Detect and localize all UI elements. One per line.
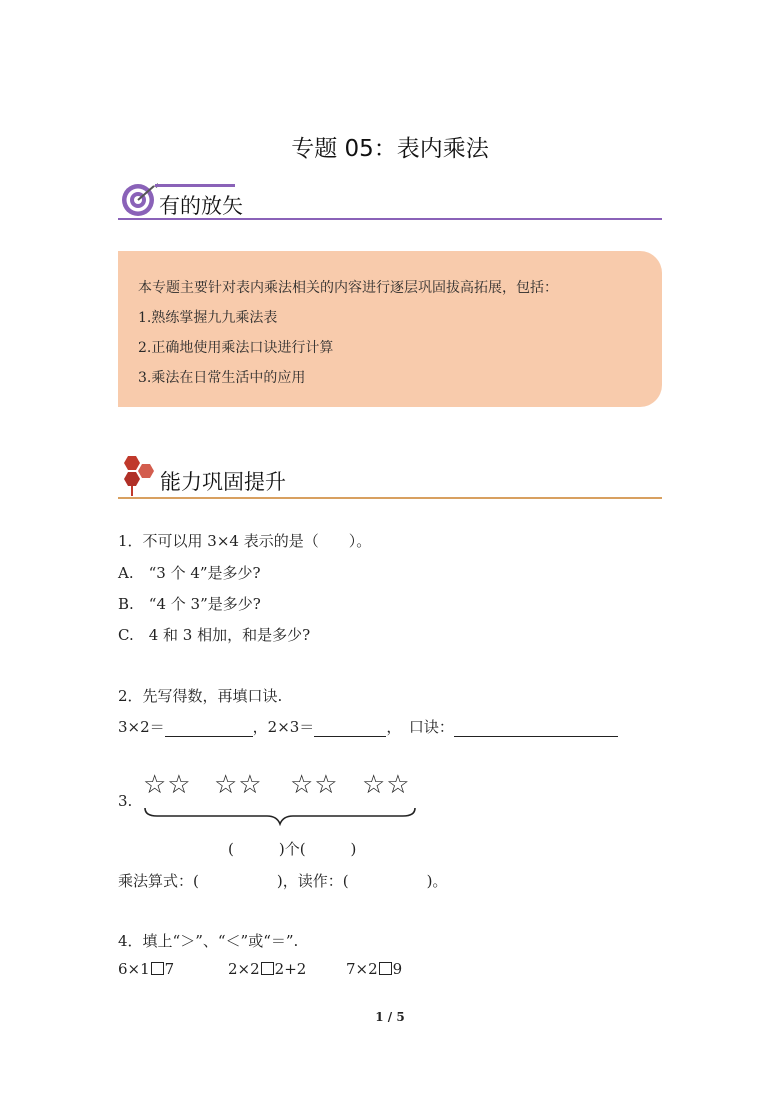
- section-divider-2: [118, 497, 662, 499]
- question-2-fill-row: [118, 716, 618, 737]
- q2-blank-3[interactable]: [454, 718, 618, 737]
- summary-box: [118, 251, 662, 407]
- q2-part-b: ，2×3＝: [252, 718, 315, 736]
- question-1-option-b: B. “4 个 3”是多少?: [118, 595, 261, 613]
- question-1-stem: 1．不可以用 3×4 表示的是（ ）。: [118, 532, 372, 550]
- star-group-4: ☆☆: [362, 770, 411, 800]
- q3-end: )。: [426, 872, 448, 890]
- star-group-1: ☆☆: [143, 770, 192, 800]
- summary-item-1: 1.熟练掌握九九乘法表: [138, 310, 278, 326]
- question-2-stem: 2．先写得数，再填口诀.: [118, 687, 283, 705]
- question-3-formula-row: [118, 870, 447, 891]
- question-1-option-c: C. 4 和 3 相加，和是多少?: [118, 626, 311, 644]
- question-4-stem: 4．填上“＞”、“＜”或“＝”.: [118, 932, 299, 950]
- summary-item-3: 3.乘法在日常生活中的应用: [138, 370, 306, 386]
- summary-item-2: 2.正确地使用乘法口诀进行计算: [138, 340, 334, 356]
- q4-item-3-left: 7×2: [346, 960, 378, 978]
- q4-item-1-right: 7: [164, 960, 175, 978]
- summary-intro: 本专题主要针对表内乘法相关的内容进行逐层巩固拔高拓展，包括：: [138, 280, 558, 296]
- question-1-option-a: A. “3 个 4”是多少?: [118, 564, 261, 582]
- page-number: 1 / 5: [375, 1010, 405, 1024]
- hexagon-icon: [118, 452, 162, 496]
- question-3-groups: ( )个( ): [228, 840, 357, 858]
- q4-item-3: [346, 960, 402, 978]
- q4-item-2-right: 2+2: [274, 960, 307, 978]
- brace-icon: [143, 806, 417, 826]
- formula-label: 乘法算式：(: [118, 872, 199, 890]
- section-title-1: 有的放矢: [159, 194, 243, 218]
- q2-blank-2[interactable]: [314, 718, 386, 737]
- q2-part-c: ， 口诀：: [386, 718, 454, 736]
- header-stripe-top: [155, 184, 235, 187]
- section-title-2: 能力巩固提升: [160, 470, 286, 494]
- star-group-3: ☆☆: [290, 770, 339, 800]
- q2-blank-1[interactable]: [165, 718, 253, 737]
- q4-item-2: [228, 960, 306, 978]
- q4-item-1: [118, 960, 174, 978]
- q4-item-2-box[interactable]: [261, 962, 274, 975]
- section-divider-1: [118, 218, 662, 220]
- question-3-number: 3.: [118, 792, 133, 810]
- read-label: )，读作：(: [276, 872, 349, 890]
- q4-item-1-left: 6×1: [118, 960, 150, 978]
- target-icon: [120, 180, 160, 220]
- q4-item-2-left: 2×2: [228, 960, 260, 978]
- q4-item-3-right: 9: [392, 960, 403, 978]
- q4-item-3-box[interactable]: [379, 962, 392, 975]
- star-group-2: ☆☆: [214, 770, 263, 800]
- q2-part-a: 3×2＝: [118, 718, 165, 736]
- page-title: 专题 05：表内乘法: [291, 136, 489, 162]
- q4-item-1-box[interactable]: [151, 962, 164, 975]
